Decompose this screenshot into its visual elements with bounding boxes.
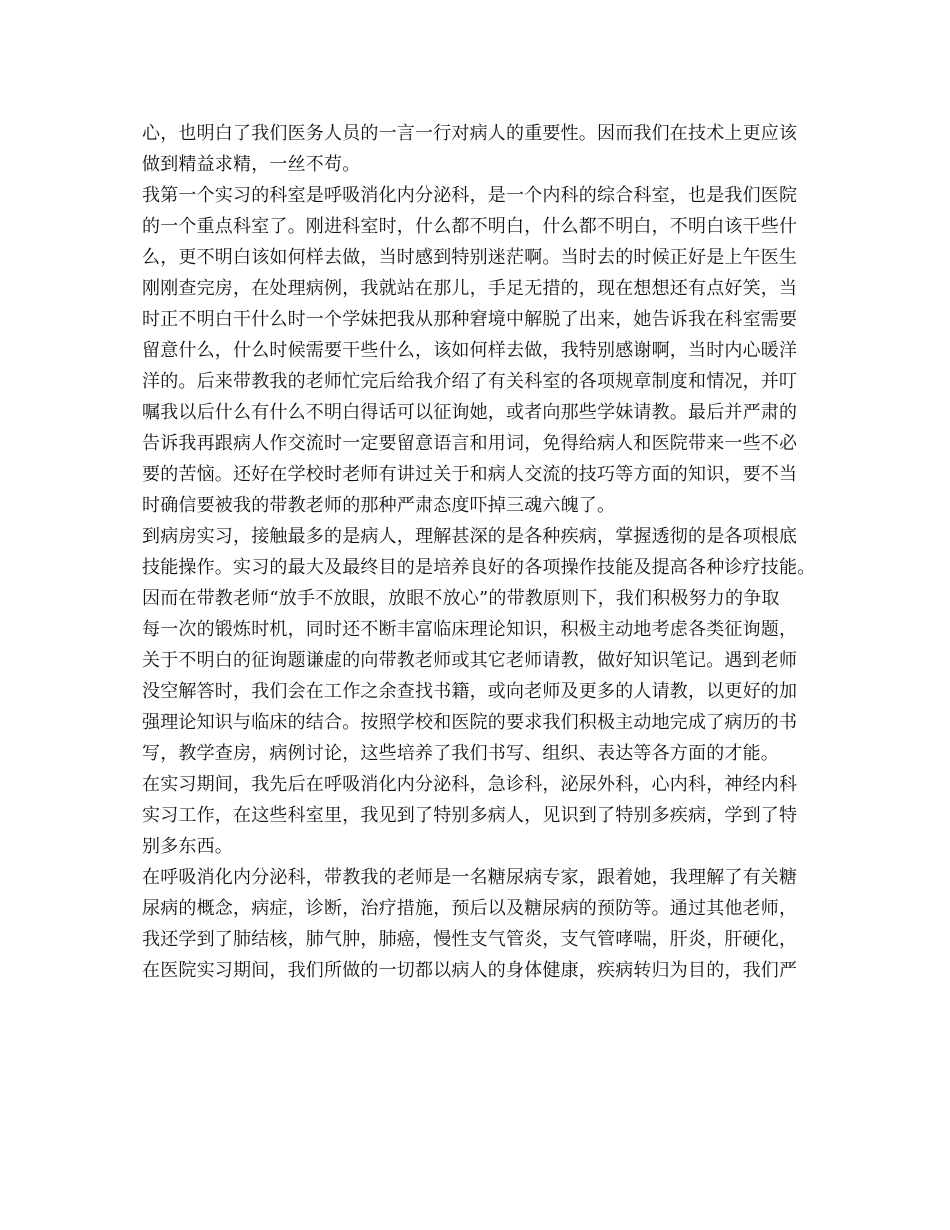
text-line: 刚刚查完房，在处理病例，我就站在那儿，手足无措的，现在想想还有点好笑，当 xyxy=(142,278,798,299)
text-line: 技能操作。实习的最大及最终目的是培养良好的各项操作技能及提高各种诊疗技能。 xyxy=(142,557,816,578)
text-line: 在呼吸消化内分泌科，带教我的老师是一名糖尿病专家，跟着她，我理解了有关糖 xyxy=(142,867,798,888)
text-line: 别多东西。 xyxy=(142,836,233,857)
text-line: 没空解答时，我们会在工作之余查找书籍，或向老师及更多的人请教，以更好的加 xyxy=(142,681,798,702)
text-line: 实习工作，在这些科室里，我见到了特别多病人，见识到了特别多疾病，学到了特 xyxy=(142,805,798,826)
text-line: 洋的。后来带教我的老师忙完后给我介绍了有关科室的各项规章制度和情况，并叮 xyxy=(142,371,798,392)
text-line: 在实习期间，我先后在呼吸消化内分泌科，急诊科，泌尿外科，心内科，神经内科 xyxy=(142,774,798,795)
text-line: 我还学到了肺结核，肺气肿，肺癌，慢性支气管炎，支气管哮喘，肝炎，肝硬化， xyxy=(142,929,798,950)
text-line: 要的苦恼。还好在学校时老师有讲过关于和病人交流的技巧等方面的知识，要不当 xyxy=(142,464,798,485)
text-line: 时正不明白干什么时一个学妹把我从那种窘境中解脱了出来，她告诉我在科室需要 xyxy=(142,309,798,330)
text-line: 到病房实习，接触最多的是病人，理解甚深的是各种疾病，掌握透彻的是各项根底 xyxy=(142,526,798,547)
text-line: 么，更不明白该如何样去做，当时感到特别迷茫啊。当时去的时候正好是上午医生 xyxy=(142,247,798,268)
text-line: 心，也明白了我们医务人员的一言一行对病人的重要性。因而我们在技术上更应该 xyxy=(142,123,798,144)
text-line: 嘱我以后什么有什么不明白得话可以征询她，或者向那些学妹请教。最后并严肃的 xyxy=(142,402,798,423)
text-line: 写，教学查房，病例讨论，这些培养了我们书写、组织、表达等各方面的才能。 xyxy=(142,743,779,764)
text-line: 每一次的锻炼时机，同时还不断丰富临床理论知识，积极主动地考虑各类征询题， xyxy=(142,619,798,640)
body-text xyxy=(142,118,832,986)
text-line: 留意什么，什么时候需要干些什么，该如何样去做，我特别感谢啊，当时内心暖洋 xyxy=(142,340,798,361)
text-line: 因而在带教老师“放手不放眼，放眼不放心”的带教原则下，我们积极努力的争取 xyxy=(142,588,780,609)
text-line: 我第一个实习的科室是呼吸消化内分泌科，是一个内科的综合科室，也是我们医院 xyxy=(142,185,798,206)
text-line: 关于不明白的征询题谦虚的向带教老师或其它老师请教，做好知识笔记。遇到老师 xyxy=(142,650,798,671)
text-line: 强理论知识与临床的结合。按照学校和医院的要求我们积极主动地完成了病历的书 xyxy=(142,712,798,733)
text-line: 尿病的概念，病症，诊断，治疗措施，预后以及糖尿病的预防等。通过其他老师， xyxy=(142,898,798,919)
text-line: 做到精益求精，一丝不苟。 xyxy=(142,154,361,175)
text-line: 时确信要被我的带教老师的那种严肃态度吓掉三魂六魄了。 xyxy=(142,495,616,516)
text-line: 告诉我再跟病人作交流时一定要留意语言和用词，免得给病人和医院带来一些不必 xyxy=(142,433,798,454)
text-line: 在医院实习期间，我们所做的一切都以病人的身体健康，疾病转归为目的，我们严 xyxy=(142,960,798,981)
text-line: 的一个重点科室了。刚进科室时，什么都不明白，什么都不明白，不明白该干些什 xyxy=(142,216,798,237)
